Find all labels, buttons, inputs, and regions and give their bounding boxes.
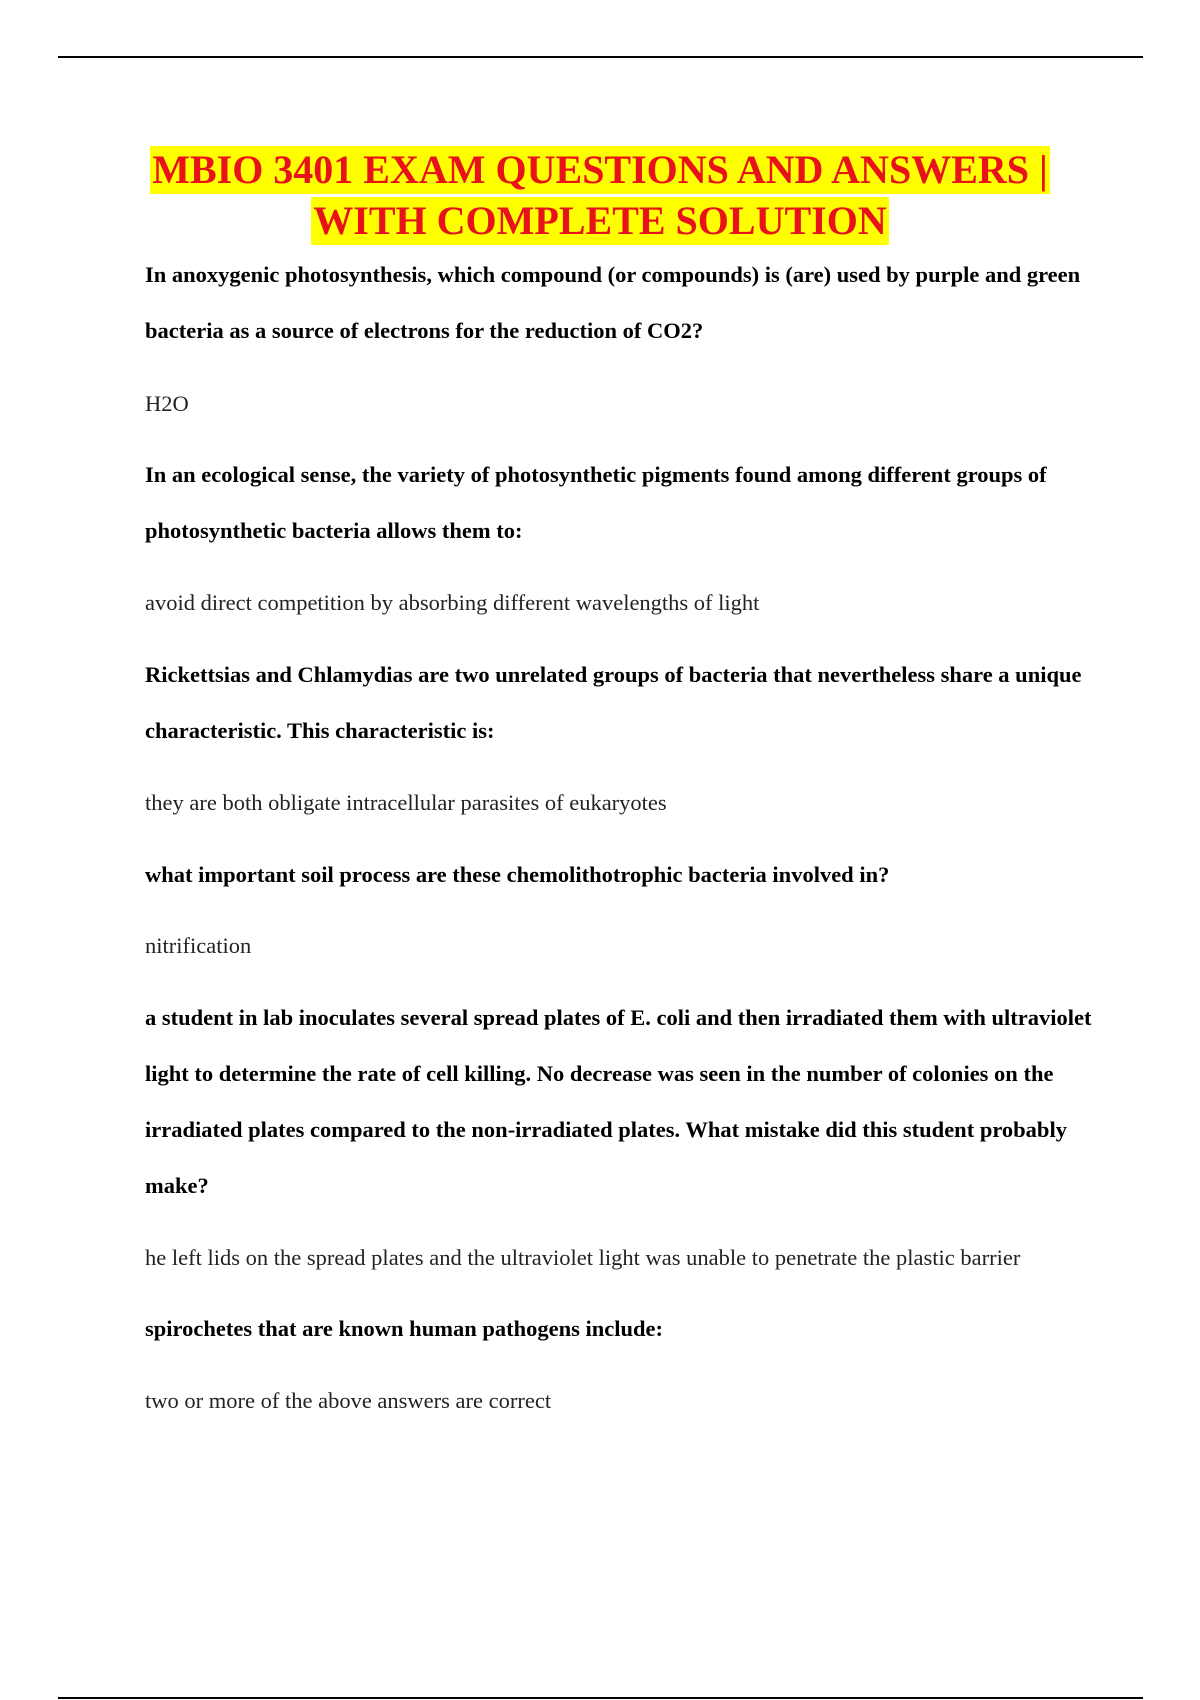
- answer-4: nitrification: [145, 933, 252, 958]
- title-line-1: MBIO 3401 EXAM QUESTIONS AND ANSWERS |: [152, 147, 1048, 192]
- question-3: Rickettsias and Chlamydias are two unrelated groups of bacteria that nevertheless share a unique characteristic. This characteristic is:: [145, 662, 1082, 743]
- answer-2: avoid direct competition by absorbing different wavelengths of light: [145, 590, 760, 615]
- title-line-2: WITH COMPLETE SOLUTION: [313, 198, 887, 243]
- top-divider: [58, 56, 1143, 58]
- answer-1: H2O: [145, 391, 189, 416]
- question-6: spirochetes that are known human pathogens include:: [145, 1316, 663, 1341]
- answer-3: they are both obligate intracellular parasites of eukaryotes: [145, 790, 667, 815]
- answer-6: two or more of the above answers are correct: [145, 1388, 552, 1413]
- answer-5: he left lids on the spread plates and the ultraviolet light was unable to penetrate the plastic barrier: [145, 1245, 1021, 1270]
- question-4: what important soil process are these chemolithotrophic bacteria involved in?: [145, 862, 890, 887]
- question-5: a student in lab inoculates several spread plates of E. coli and then irradiated them with ultraviolet light to determine the rate of cell killing. No decrease was seen in the number of colonies on the irradiated plates compared to the non-irradiated plates. What mistake did this student probably make?: [145, 1005, 1092, 1198]
- question-1: In anoxygenic photosynthesis, which compound (or compounds) is (are) used by purple and green bacteria as a source of electrons for the reduction of CO2?: [145, 262, 1081, 343]
- document-title: [0, 146, 1200, 248]
- question-2: In an ecological sense, the variety of photosynthetic pigments found among different groups of photosynthetic bacteria allows them to:: [145, 462, 1047, 543]
- bottom-divider: [58, 1697, 1143, 1699]
